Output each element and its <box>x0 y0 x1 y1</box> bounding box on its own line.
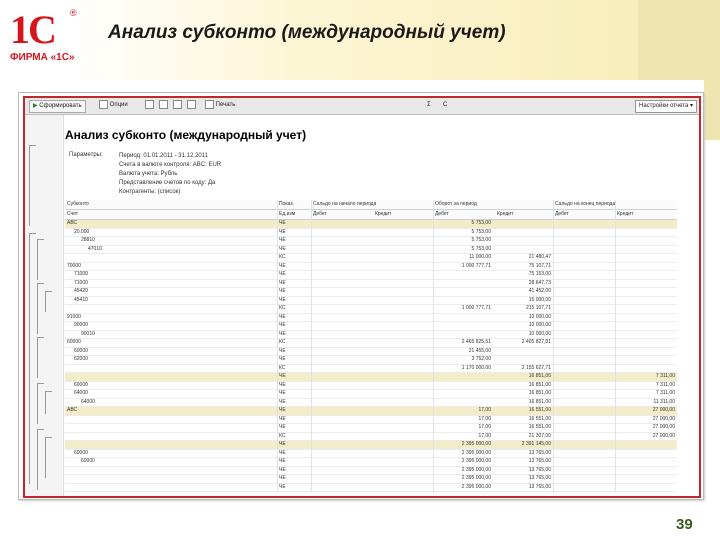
cell-td: 2 395 000,00 <box>461 449 491 456</box>
param-line: Счета в валюте контроля: ABC: EUR <box>119 162 222 168</box>
cell-name: 90000 <box>74 322 88 328</box>
param-line: Контрагенты: (список) <box>119 189 181 195</box>
group-bracket[interactable] <box>29 233 36 484</box>
table-row[interactable] <box>65 339 677 348</box>
report-params <box>119 152 221 197</box>
table-row[interactable] <box>65 365 677 374</box>
table-row[interactable] <box>65 314 677 323</box>
cell-name: 64000 <box>74 390 88 396</box>
table-row[interactable] <box>65 220 677 229</box>
header-accent-strip <box>704 80 720 140</box>
table-row[interactable] <box>65 390 677 399</box>
cell-tk: 21 307,00 <box>528 432 551 439</box>
table-row[interactable] <box>65 280 677 289</box>
table-icon <box>145 100 154 109</box>
cell-td: 17,00 <box>478 415 491 422</box>
table-row[interactable] <box>65 331 677 340</box>
group-bracket[interactable] <box>37 383 44 424</box>
cell-td: 2 395 000,00 <box>461 458 491 464</box>
cell-tk: 16 551,00 <box>528 407 551 413</box>
cell-type: ЧЕ <box>279 279 286 286</box>
subheader-credit-turn: Кредит <box>497 211 514 217</box>
options-label: Настройки отчета <box>639 103 689 109</box>
column-divider <box>615 200 616 492</box>
param-line: Валюта учета: Рубль <box>119 171 178 177</box>
param-line: Представление счетов по коду: Да <box>119 180 216 186</box>
cell-type: ЧЕ <box>279 466 286 473</box>
cell-type: ЧЕ <box>279 424 286 430</box>
cell-td: 17,00 <box>478 407 491 413</box>
table-row[interactable] <box>65 305 677 314</box>
sum-field[interactable]: С <box>443 102 448 108</box>
table-row[interactable] <box>65 467 677 476</box>
report-table <box>65 200 677 492</box>
cell-td: 2 465 825,51 <box>461 339 491 345</box>
logo-caption: ФИРМА «1С» <box>10 52 75 63</box>
cell-td: 2 395 000,00 <box>461 441 491 447</box>
cell-type: ЧЕ <box>279 245 286 252</box>
subheader-account: Счет <box>67 211 79 217</box>
cell-td: 5 753,00 <box>471 228 491 235</box>
save-icon <box>187 100 196 109</box>
table-row[interactable] <box>65 382 677 391</box>
cell-td: 5 753,00 <box>471 237 491 243</box>
sum-button[interactable] <box>427 100 431 111</box>
col-header-end: Сальдо на конец периода <box>555 201 616 207</box>
toolbar-icon-3[interactable] <box>173 100 182 111</box>
group-bracket[interactable] <box>29 145 36 226</box>
cell-tk: 13 765,00 <box>528 483 551 490</box>
toolbar-icon-4[interactable] <box>187 100 196 111</box>
cell-type: ЧЕ <box>279 390 286 396</box>
cell-name: 60000 <box>74 381 88 388</box>
cell-tk: 10 000,00 <box>528 330 551 337</box>
cell-ek: 7 311,00 <box>655 381 675 388</box>
report-toolbar <box>25 98 699 115</box>
cell-tk: 16 851,00 <box>528 381 551 388</box>
table-row[interactable] <box>65 229 677 238</box>
table-row[interactable] <box>65 475 677 484</box>
cell-tk: 13 765,00 <box>528 466 551 473</box>
cell-type: ЧЕ <box>279 220 286 226</box>
table-row[interactable] <box>65 484 677 493</box>
cell-td: 21 455,00 <box>468 347 491 354</box>
cell-td: 17,00 <box>478 424 491 430</box>
slide-title: Анализ субконто (международный учет) <box>108 22 506 43</box>
table-row[interactable] <box>65 322 677 331</box>
cell-ek: 7 311,00 <box>655 390 675 396</box>
subheader-debit-start: Дебет <box>313 211 327 217</box>
group-bracket[interactable] <box>45 291 52 312</box>
column-divider <box>277 200 278 492</box>
settings-button[interactable] <box>99 100 128 111</box>
cell-type: ЧЕ <box>279 288 286 294</box>
cell-name: 71000 <box>74 271 88 277</box>
cell-tk: 10 000,00 <box>528 313 551 320</box>
print-icon <box>205 100 214 109</box>
cell-type: ЧЕ <box>279 228 286 235</box>
cell-name: 62000 <box>74 356 88 362</box>
print-label: Печать <box>215 102 236 109</box>
table-row[interactable] <box>65 433 677 442</box>
cell-type: ЧЕ <box>279 322 286 328</box>
cell-type: ЧЕ <box>279 475 286 481</box>
table-row[interactable] <box>65 246 677 255</box>
report-window <box>23 96 701 498</box>
subheader-debit-end: Дебет <box>555 211 569 217</box>
cell-tk: 41 452,00 <box>528 288 551 294</box>
options-dropdown[interactable] <box>635 100 697 113</box>
cell-type: ЧЕ <box>279 313 286 320</box>
cell-tk: 16 851,00 <box>528 373 551 379</box>
cell-type: КС <box>279 254 286 260</box>
cell-tk: 16 851,00 <box>528 390 551 396</box>
toolbar-icon-1[interactable] <box>145 100 154 111</box>
cell-td: 17,00 <box>478 432 491 439</box>
cell-type: ЧЕ <box>279 237 286 243</box>
group-bracket[interactable] <box>37 337 44 378</box>
logo-mark: 1С <box>10 7 55 52</box>
chevron-down-icon: ▾ <box>690 103 694 109</box>
column-divider <box>311 200 312 492</box>
cell-type: ЧЕ <box>279 347 286 354</box>
cell-tk: 75 153,00 <box>528 271 551 277</box>
cell-name: 60000 <box>74 347 88 354</box>
table-header-row <box>65 200 677 210</box>
cell-tk: 16 551,00 <box>528 424 551 430</box>
cell-tk: 215 107,71 <box>525 305 551 311</box>
table-row[interactable] <box>65 450 677 459</box>
cell-type: КС <box>279 432 286 439</box>
cell-type: ЧЕ <box>279 407 286 413</box>
cell-tk: 15 000,00 <box>528 296 551 303</box>
page-number: 39 <box>676 516 693 533</box>
group-bracket[interactable] <box>45 391 52 414</box>
table-row[interactable] <box>65 288 677 297</box>
table-row[interactable] <box>65 373 677 382</box>
cell-tk: 13 765,00 <box>528 449 551 456</box>
cell-ek: 27 000,00 <box>652 415 675 422</box>
subheader-type: Ед.изм <box>279 211 296 217</box>
cell-name: 45420 <box>74 288 88 294</box>
cell-type: ЧЕ <box>279 296 286 303</box>
cell-td: 2 395 000,00 <box>461 466 491 473</box>
cell-td: 11 000,00 <box>469 254 491 260</box>
cell-tk: 16 551,00 <box>528 415 551 422</box>
cell-td: 5 753,00 <box>471 245 491 252</box>
cell-type: КС <box>279 305 286 311</box>
table-row[interactable] <box>65 356 677 365</box>
cell-type: КС <box>279 339 286 345</box>
cell-type: ЧЕ <box>279 449 286 456</box>
cell-td: 2 395 000,00 <box>461 475 491 481</box>
cell-tk: 2 405 827,81 <box>521 339 551 345</box>
cell-tk: 13 765,00 <box>528 458 551 464</box>
cell-name: 60000 <box>74 449 88 456</box>
settings-icon <box>99 100 108 109</box>
table-row[interactable] <box>65 263 677 272</box>
cell-name: 60000 <box>81 458 95 464</box>
table-body <box>65 220 677 492</box>
cell-td: 5 753,00 <box>471 220 491 226</box>
cell-ek: 11 311,00 <box>653 398 675 405</box>
subheader-debit-turn: Дебет <box>435 211 449 217</box>
cell-ek: 7 311,00 <box>655 373 675 379</box>
column-divider <box>553 200 554 492</box>
cell-tk: 2 391 145,00 <box>521 441 551 447</box>
cell-name: 28810 <box>81 237 95 243</box>
cell-tk: 10 000,00 <box>528 322 551 328</box>
report-title: Анализ субконто (международный учет) <box>65 128 307 142</box>
column-divider <box>433 200 434 492</box>
cell-ek: 27 000,00 <box>652 407 675 413</box>
cell-td: 1 000 777,71 <box>461 262 491 269</box>
cell-tk: 16 851,00 <box>528 398 551 405</box>
cell-name: 20.000 <box>74 228 90 235</box>
print-button[interactable] <box>205 100 235 111</box>
cell-name: 90010 <box>81 330 95 337</box>
cell-type: ЧЕ <box>279 262 286 269</box>
params-label: Параметры: <box>69 152 103 158</box>
table-row[interactable] <box>65 348 677 357</box>
cell-type: ЧЕ <box>279 483 286 490</box>
generate-button[interactable] <box>29 100 86 113</box>
table-row[interactable] <box>65 407 677 416</box>
header-accent-block <box>638 0 720 80</box>
col-header-type: Показ. <box>279 201 295 207</box>
cell-name: 47010 <box>88 245 102 252</box>
grid-icon <box>173 100 182 109</box>
param-line: Период: 01.01.2011 - 31.12.2011 <box>119 153 208 159</box>
col-header-turnover: Оборот за период <box>435 201 477 207</box>
toolbar-icon-2[interactable] <box>159 100 168 111</box>
cell-type: ЧЕ <box>279 271 286 277</box>
group-bracket[interactable] <box>45 437 52 478</box>
cell-tk: 21 480,47 <box>528 254 551 260</box>
generate-label: Сформировать <box>39 103 82 109</box>
table-row[interactable] <box>65 399 677 408</box>
cell-type: ЧЕ <box>279 415 286 422</box>
cell-name: 70000 <box>67 262 81 269</box>
table-row[interactable] <box>65 271 677 280</box>
table-row[interactable] <box>65 424 677 433</box>
settings-label: Опции <box>109 102 128 109</box>
table-row[interactable] <box>65 416 677 425</box>
play-icon: ▶ <box>33 103 38 109</box>
cell-type: КС <box>279 364 286 371</box>
cell-td: 2 395 000,00 <box>461 483 491 490</box>
cell-tk: 13 765,00 <box>528 475 551 481</box>
table-subheader-row <box>65 210 677 220</box>
cell-name: 71000 <box>74 279 88 286</box>
cell-td: 1 000 777,71 <box>461 305 491 311</box>
cell-name: АВС <box>67 407 78 413</box>
table-row[interactable] <box>65 441 677 450</box>
table-row[interactable] <box>65 254 677 263</box>
cell-type: ЧЕ <box>279 356 286 362</box>
cell-td: 3 752,00 <box>471 356 491 362</box>
col-header-account: Субконто <box>67 201 89 207</box>
cell-name: 64000 <box>81 398 95 405</box>
cell-type: ЧЕ <box>279 441 286 447</box>
cell-type: ЧЕ <box>279 373 286 379</box>
cell-type: ЧЕ <box>279 330 286 337</box>
cell-tk: 28 647,73 <box>528 279 551 286</box>
cell-tk: 2 155 627,71 <box>521 364 551 371</box>
cell-ek: 27 000,00 <box>652 432 675 439</box>
cell-ek: 27 000,00 <box>652 424 675 430</box>
group-bracket[interactable] <box>37 429 44 490</box>
col-header-start: Сальдо на начало периода <box>313 201 377 207</box>
group-bracket[interactable] <box>37 239 44 280</box>
cell-tk: 75 107,71 <box>528 262 551 269</box>
list-icon <box>159 100 168 109</box>
cell-name: АВС <box>67 220 78 226</box>
cell-name: 45410 <box>74 296 88 303</box>
cell-type: ЧЕ <box>279 458 286 464</box>
cell-name: 60000 <box>67 339 81 345</box>
group-bracket[interactable] <box>37 283 44 334</box>
table-row[interactable] <box>65 458 677 467</box>
subheader-credit-end: Кредит <box>617 211 634 217</box>
cell-td: 1 170 000,00 <box>461 364 491 371</box>
grouping-gutter <box>25 115 64 496</box>
sum-icon: Σ <box>427 102 431 108</box>
table-row[interactable] <box>65 297 677 306</box>
cell-type: ЧЕ <box>279 398 286 405</box>
subheader-credit-start: Кредит <box>375 211 392 217</box>
table-row[interactable] <box>65 237 677 246</box>
company-logo <box>8 6 78 66</box>
cell-type: ЧЕ <box>279 381 286 388</box>
logo-registered: ® <box>70 8 77 18</box>
cell-name: 91000 <box>67 313 81 320</box>
